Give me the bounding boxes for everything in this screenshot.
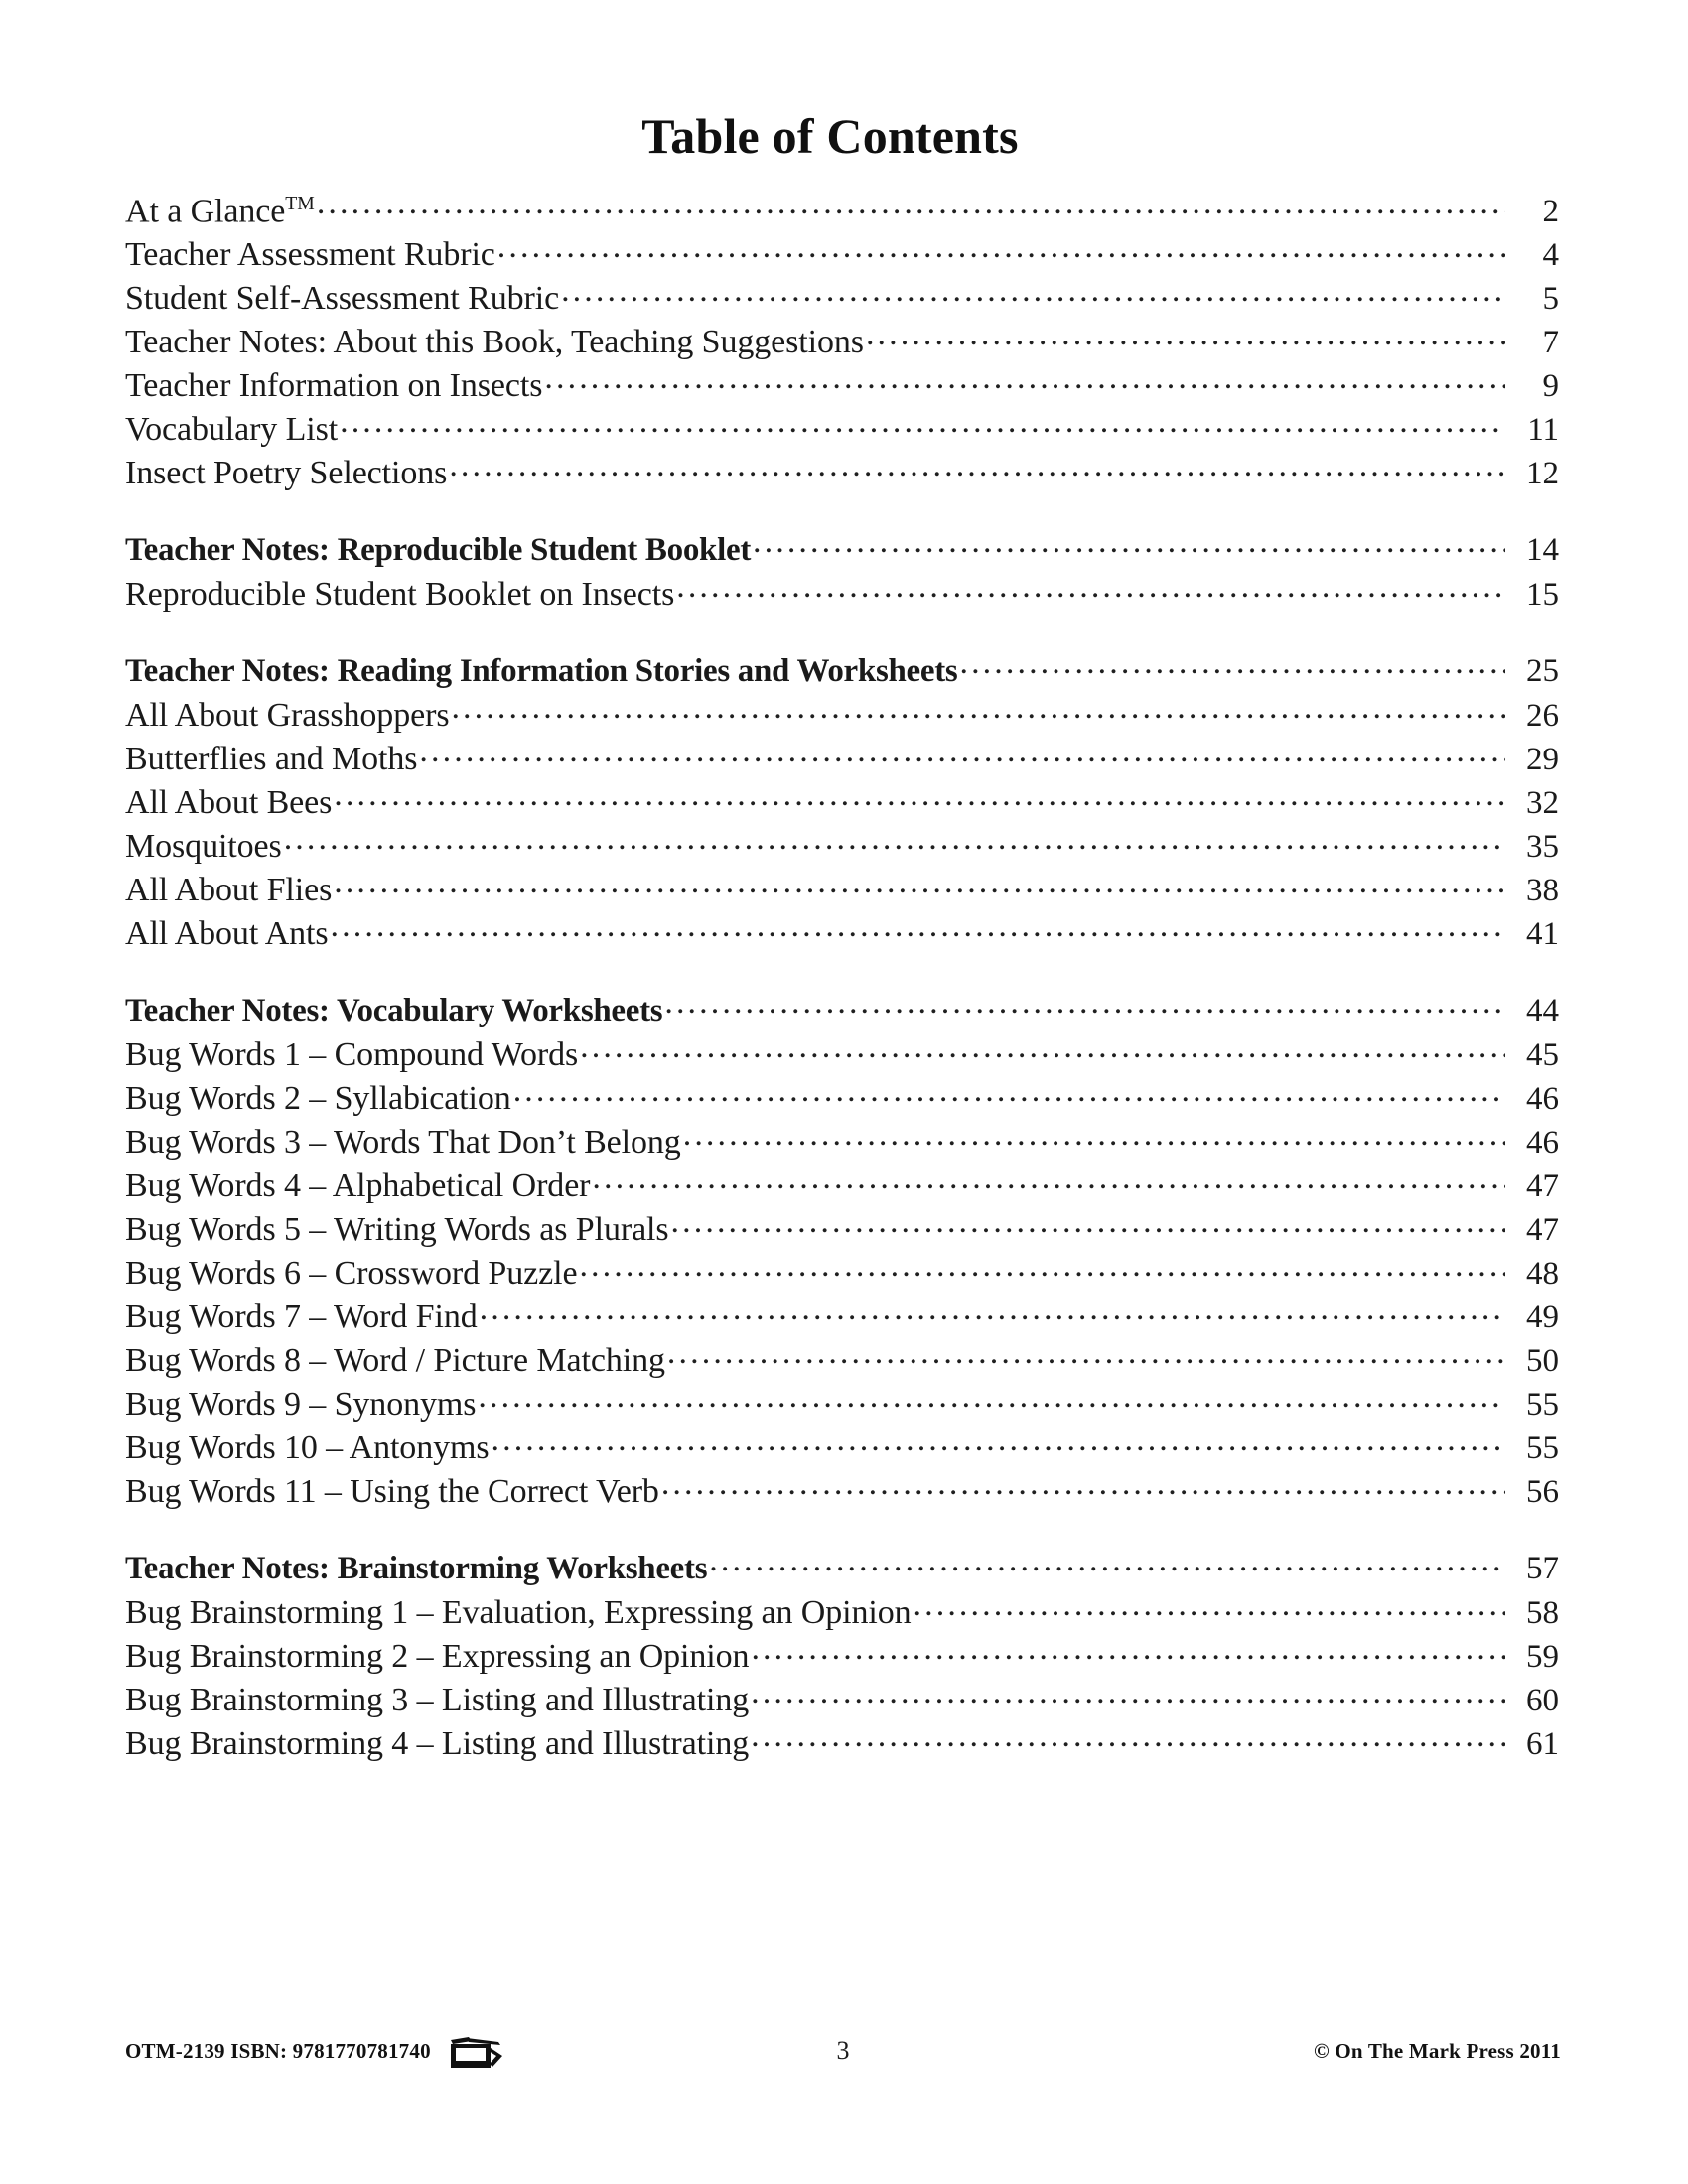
toc-entry[interactable] [125,238,1559,282]
toc-entry-label: Bug Brainstorming 3 – Listing and Illustrating [125,1682,750,1718]
toc-dot-leader [451,710,1505,726]
toc-dot-leader [284,841,1505,857]
toc-entry[interactable] [125,1640,1559,1684]
toc-dot-leader [334,797,1505,813]
toc-dot-leader [676,589,1505,605]
toc-entry-label: Bug Brainstorming 2 – Expressing an Opinion [125,1638,750,1675]
toc-dot-leader [579,1268,1505,1284]
toc-entry[interactable] [125,1038,1559,1082]
toc-entry[interactable] [125,1213,1559,1257]
toc-entry[interactable] [125,1257,1559,1300]
toc-entry-label: Butterflies and Moths [125,741,418,777]
toc-entry-page-number: 9 [1542,368,1559,404]
toc-dot-leader [334,885,1505,900]
toc-entry[interactable] [125,369,1559,413]
toc-entry-label: Bug Words 10 – Antonyms [125,1430,490,1466]
toc-entry-label: Reproducible Student Booklet on Insects [125,576,675,613]
toc-entry-page-number: 46 [1526,1081,1559,1117]
toc-entry-page-number: 26 [1526,698,1559,734]
toc-entry-label: Teacher Notes: About this Book, Teaching Suggestions [125,324,864,360]
toc-entry-label: Bug Words 3 – Words That Don’t Belong [125,1124,681,1160]
toc-section-heading[interactable] [125,655,1559,699]
toc-entry-label: Bug Words 11 – Using the Correct Verb [125,1473,659,1510]
toc-entry-page-number: 50 [1526,1343,1559,1379]
toc-entry-page-number: 32 [1526,785,1559,821]
toc-dot-leader [683,1137,1505,1153]
toc-entry-label: Vocabulary List [125,411,339,448]
page-title: Table of Contents [641,108,1019,164]
toc-entry-label: Bug Words 1 – Compound Words [125,1036,579,1073]
toc-group-front-matter [125,195,1559,500]
toc-dot-leader [331,928,1505,944]
toc-entry-page-number: 15 [1526,577,1559,613]
toc-group-brainstorming-worksheets [125,1553,1559,1771]
toc-entry-label: Teacher Notes: Vocabulary Worksheets [125,993,663,1028]
toc-entry-page-number: 38 [1526,873,1559,908]
toc-dot-leader [492,1442,1506,1458]
footer-copyright: © On The Mark Press 2011 [1314,2038,1561,2063]
toc-entry-label: Bug Words 5 – Writing Words as Plurals [125,1211,669,1248]
toc-group-gap [125,621,1559,655]
toc-section-heading[interactable] [125,995,1559,1038]
toc-dot-leader [753,544,1505,560]
toc-entry-label: All About Bees [125,784,333,821]
toc-entry[interactable] [125,326,1559,369]
toc-entry-label: Bug Words 4 – Alphabetical Order [125,1167,591,1204]
toc-entry-page-number: 5 [1542,281,1559,317]
toc-dot-leader [751,1695,1505,1710]
toc-entry-page-number: 29 [1526,742,1559,777]
toc-entry-page-number: 59 [1526,1639,1559,1675]
toc-entry[interactable] [125,1596,1559,1640]
trademark-mark: TM [285,193,315,214]
toc-entry-label: Teacher Notes: Brainstorming Worksheets [125,1551,708,1586]
toc-group-gap [125,1519,1559,1553]
toc-entry[interactable] [125,195,1559,238]
toc-entry-page-number: 47 [1526,1212,1559,1248]
toc-dot-leader [671,1224,1505,1240]
toc-entry-page-number: 44 [1526,993,1559,1028]
toc-entry[interactable] [125,1388,1559,1432]
toc-dot-leader [513,1093,1505,1109]
toc-dot-leader [959,665,1505,681]
toc-entry-page-number: 45 [1526,1037,1559,1073]
toc-entry-page-number: 58 [1526,1595,1559,1631]
toc-entry[interactable] [125,699,1559,743]
toc-dot-leader [497,249,1505,265]
toc-entry-page-number: 7 [1542,325,1559,360]
toc-dot-leader [544,380,1505,396]
toc-entry-label: Bug Words 8 – Word / Picture Matching [125,1342,665,1379]
toc-entry-label: All About Flies [125,872,333,908]
toc-entry-page-number: 4 [1542,237,1559,273]
toc-entry-page-number: 61 [1526,1726,1559,1762]
toc-dot-leader [914,1607,1505,1623]
toc-entry-page-number: 60 [1526,1683,1559,1718]
toc-dot-leader [667,1355,1505,1371]
toc-entry[interactable] [125,874,1559,917]
toc-entry-page-number: 35 [1526,829,1559,865]
toc-entry[interactable] [125,1126,1559,1169]
toc-entry[interactable] [125,1432,1559,1475]
toc-entry[interactable] [125,1684,1559,1727]
toc-dot-leader [449,468,1505,483]
toc-entry[interactable] [125,413,1559,457]
toc-dot-leader [664,1005,1505,1021]
toc-entry-label: Bug Brainstorming 1 – Evaluation, Expressing an Opinion [125,1594,912,1631]
toc-entry-label: Student Self-Assessment Rubric [125,280,560,317]
toc-entry[interactable] [125,1344,1559,1388]
toc-dot-leader [709,1563,1505,1578]
toc-entry-label: At a Glance™ [125,193,315,230]
toc-entry-page-number: 46 [1526,1125,1559,1160]
toc-entry[interactable] [125,743,1559,786]
toc-entry[interactable] [125,1169,1559,1213]
toc-dot-leader [480,1311,1505,1327]
toc-entry-page-number: 2 [1542,194,1559,230]
toc-dot-leader [561,293,1505,309]
toc-entry-label: Teacher Notes: Reading Information Stories and Worksheets [125,653,958,689]
toc-entry-page-number: 55 [1526,1431,1559,1466]
toc-entry-label: Bug Brainstorming 4 – Listing and Illustrating [125,1725,750,1762]
toc-entry[interactable] [125,917,1559,961]
toc-entry-label: Bug Words 6 – Crossword Puzzle [125,1255,578,1292]
toc-dot-leader [592,1180,1505,1196]
toc-group-reading-information-stories [125,655,1559,961]
toc-entry-page-number: 11 [1527,412,1559,448]
toc-entry-label: All About Ants [125,915,329,952]
toc-dot-leader [580,1049,1505,1065]
toc-group-reproducible-student-booklet [125,534,1559,621]
toc-entry[interactable] [125,1727,1559,1771]
toc-entry-label: Bug Words 9 – Synonyms [125,1386,477,1423]
toc-entry[interactable] [125,282,1559,326]
footer-page-number: 3 [836,2036,850,2065]
toc-entry-label: Mosquitoes [125,828,282,865]
toc-dot-leader [751,1738,1505,1754]
footer-isbn-text: OTM-2139 ISBN: 9781770781740 [125,2038,431,2063]
toc-entry[interactable] [125,1475,1559,1519]
toc-entry-label: All About Grasshoppers [125,697,450,734]
toc-entry[interactable] [125,830,1559,874]
toc-entry-label: Insect Poetry Selections [125,455,448,491]
toc-dot-leader [340,424,1505,440]
toc-entry-label: Teacher Information on Insects [125,367,543,404]
page-footer [125,2021,1561,2081]
toc-entry-page-number: 12 [1526,456,1559,491]
toc-entry-page-number: 41 [1526,916,1559,952]
toc-entry[interactable] [125,457,1559,500]
toc-entry-page-number: 55 [1526,1387,1559,1423]
toc-list [125,195,1559,1771]
toc-section-heading[interactable] [125,1553,1559,1596]
toc-dot-leader [866,337,1505,352]
toc-entry[interactable] [125,786,1559,830]
toc-dot-leader [317,205,1505,221]
toc-group-gap [125,500,1559,534]
toc-entry-page-number: 57 [1526,1551,1559,1586]
toc-entry-page-number: 49 [1526,1299,1559,1335]
toc-entry-label: Bug Words 2 – Syllabication [125,1080,511,1117]
toc-entry[interactable] [125,578,1559,621]
toc-entry-page-number: 47 [1526,1168,1559,1204]
toc-entry-page-number: 14 [1526,532,1559,568]
toc-entry[interactable] [125,1300,1559,1344]
toc-entry-page-number: 25 [1526,653,1559,689]
toc-group-vocabulary-worksheets [125,995,1559,1519]
toc-dot-leader [419,753,1505,769]
toc-dot-leader [661,1486,1505,1502]
toc-dot-leader [478,1399,1505,1415]
toc-entry-label: Teacher Notes: Reproducible Student Booklet [125,532,752,568]
toc-entry-page-number: 56 [1526,1474,1559,1510]
toc-entry[interactable] [125,1082,1559,1126]
toc-group-gap [125,961,1559,995]
toc-entry-label: Bug Words 7 – Word Find [125,1298,478,1335]
toc-dot-leader [751,1651,1505,1667]
toc-section-heading[interactable] [125,534,1559,578]
toc-entry-page-number: 48 [1526,1256,1559,1292]
toc-entry-label: Teacher Assessment Rubric [125,236,495,273]
